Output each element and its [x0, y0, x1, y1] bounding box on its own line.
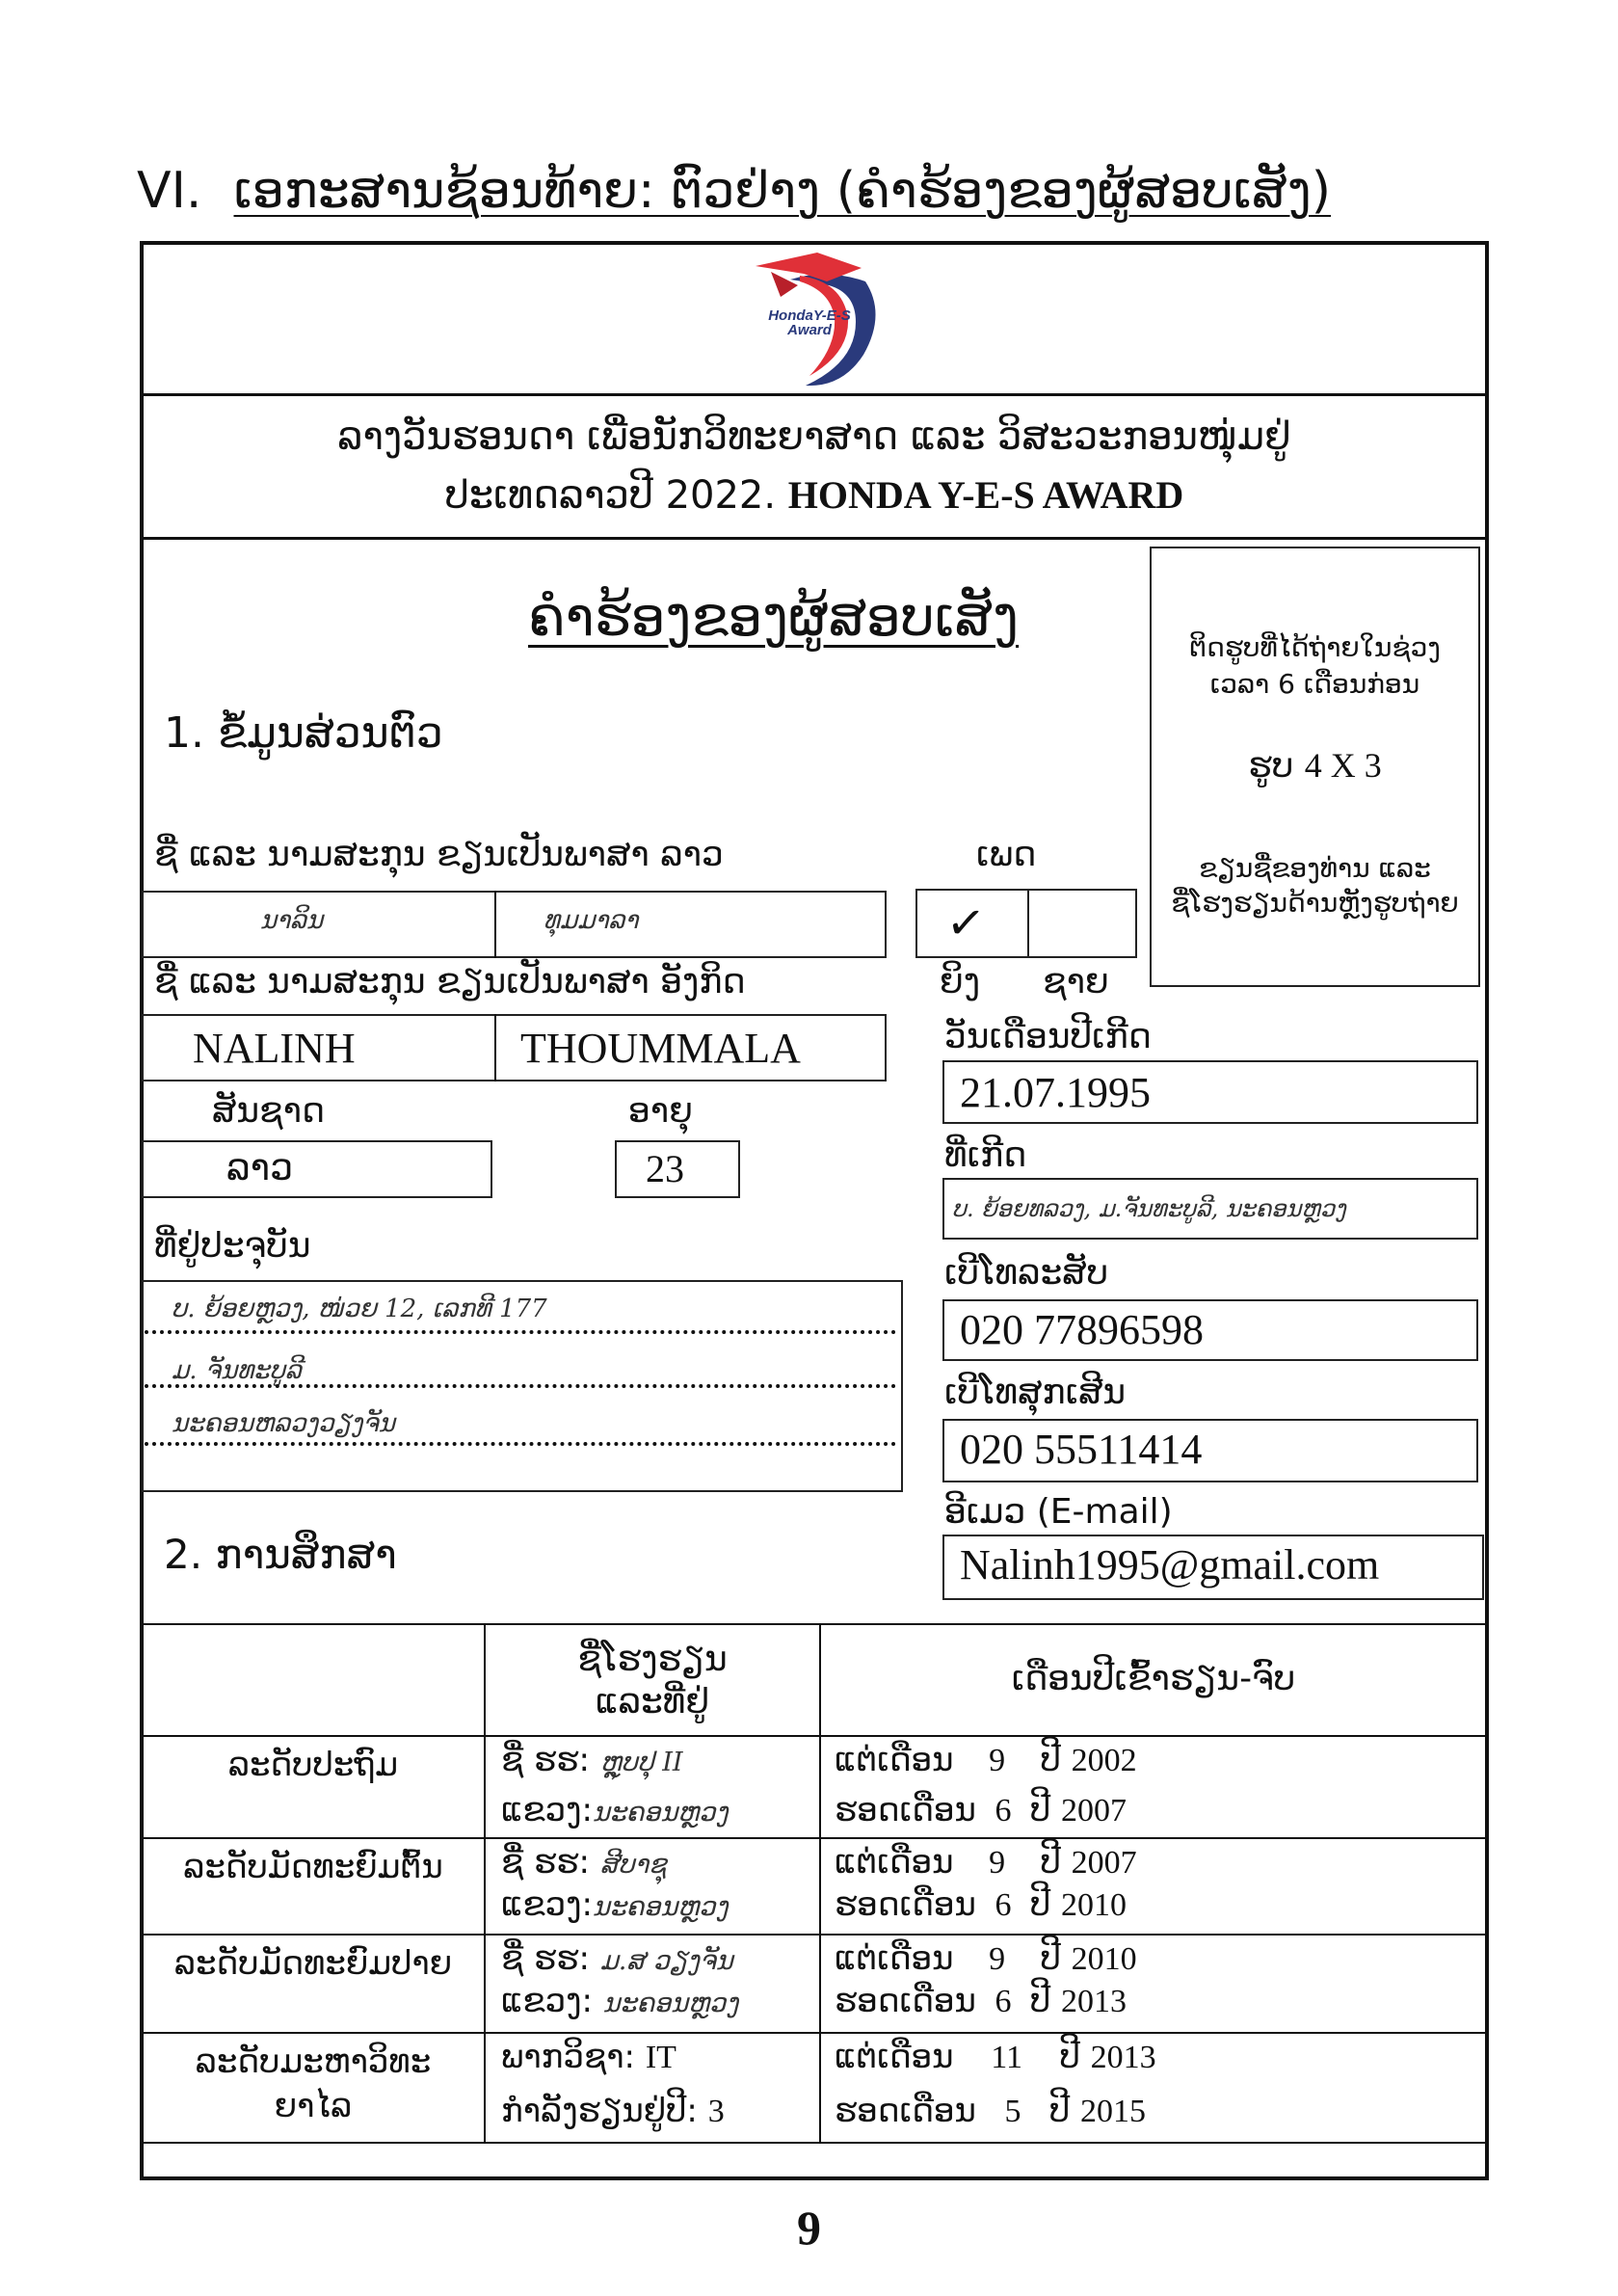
province-cell [501, 1982, 738, 2020]
start-month: 9 [989, 1845, 1006, 1881]
birthplace-field[interactable] [942, 1178, 1478, 1240]
study-year-value: 3 [707, 2094, 725, 2129]
school-name-value: ຫຼຸບປຸ II [599, 1748, 683, 1777]
age-value: 23 [646, 1147, 684, 1190]
start-month: 9 [989, 1941, 1006, 1977]
address-label: ທີ່ຢູ່ປະຈຸບັນ [154, 1226, 311, 1266]
nationality-value: ລາວ [226, 1146, 294, 1188]
name-en-label: ຊື່ ແລະ ນາມສະກຸນ ຂຽນເປັນພາສາ ອັງກິດ [154, 962, 746, 1001]
emergency-phone-field[interactable] [942, 1419, 1478, 1482]
start-month-label: ແຕ່ເດືອນ [835, 1939, 954, 1978]
dob-value: 21.07.1995 [960, 1069, 1151, 1116]
column-header-school-line1: ຊື່ໂຮງຮຽນ [577, 1640, 728, 1679]
start-month: 11 [991, 2040, 1022, 2075]
photo-instruction-2: ເວລາ 6 ເດືອນກ່ອນ [1209, 668, 1420, 700]
school-name-label: ຊື່ ຮຮ: [501, 1741, 590, 1779]
photo-box [1150, 547, 1480, 987]
banner-line1 [142, 414, 1487, 459]
major-label: ພາກວິຊາ: [501, 2038, 635, 2076]
section-heading [137, 162, 1331, 220]
address-line-3: ນະຄອນຫລວງວຽງຈັນ [172, 1409, 395, 1438]
start-year: 2013 [1090, 2040, 1156, 2075]
gender-label: ເພດ [976, 835, 1037, 874]
start-year: 2007 [1071, 1845, 1137, 1881]
end-year: 2007 [1061, 1793, 1127, 1829]
nationality-field[interactable] [142, 1140, 492, 1198]
banner-line1-text: ລາງວັນຮອນດາ ເພື່ອນັກວິທະຍາສາດ ແລະ ວິສະວະກອນໜຸ່ມຢູ່ [337, 414, 1291, 459]
emergency-phone-value: 020 55511414 [960, 1426, 1203, 1473]
name-lao-field[interactable] [142, 891, 887, 958]
end-date-cell [835, 1791, 1127, 1829]
start-date-cell [835, 1741, 1137, 1779]
photo-note-2: ຊື່ໂຮງຮຽນດ້ານຫຼັງຮູບຖ່າຍ [1171, 887, 1459, 919]
last-name-en: THOUMMALA [520, 1025, 801, 1072]
name-lao-label: ຊື່ ແລະ ນາມສະກຸນ ຂຽນເປັນພາສາ ລາວ [154, 835, 724, 874]
table-rule [142, 1934, 1487, 1936]
email-label: ອີເມວ (E-mail) [944, 1492, 1173, 1532]
start-month-label: ແຕ່ເດືອນ [835, 1741, 954, 1779]
start-date-cell [835, 2038, 1156, 2076]
email-field[interactable] [942, 1535, 1484, 1600]
table-rule [142, 2142, 1487, 2144]
banner-award-name: HONDA Y-E-S AWARD [787, 473, 1184, 517]
major-value: IT [645, 2040, 676, 2075]
column-header-school [486, 1639, 819, 1723]
school-name-cell [501, 1843, 667, 1882]
section-title: ເອກະສານຊ້ອນທ້າຍ: ຕົວຢ່າງ (ຄຳຮ້ອງຂອງຜູ້ສອບເສັງ) [233, 162, 1332, 220]
section-number: VI. [137, 162, 202, 220]
dob-field[interactable] [942, 1060, 1478, 1124]
end-year-label: ປີ [1029, 1982, 1051, 2020]
banner-line2-lao: ປະເທດລາວປີ 2022. [444, 473, 777, 518]
dob-label: ວັນເດືອນປີເກີດ [944, 1017, 1152, 1056]
end-date-cell [835, 1982, 1127, 2020]
phone-value: 020 77896598 [960, 1306, 1204, 1353]
banner-line2 [142, 472, 1487, 518]
end-year: 2015 [1080, 2094, 1147, 2129]
province-label: ແຂວງ: [501, 1885, 593, 1924]
age-label: ອາຍຸ [628, 1091, 693, 1131]
gender-male-checkbox[interactable] [1027, 889, 1137, 958]
end-month-label: ຮອດເດືອນ [835, 1885, 976, 1924]
phone-label: ເບີໂທລະສັບ [944, 1253, 1109, 1293]
personal-info-heading: 1. ຂໍ້ມູນສ່ວນຕົວ [164, 708, 443, 758]
level-label-line2: ຍາໄລ [274, 2087, 353, 2125]
form-title [528, 586, 1019, 649]
level-label: ລະດັບປະຖົມ [227, 1746, 399, 1784]
start-year-label: ປີ [1059, 2038, 1080, 2076]
logo-text-line2: Award [787, 322, 832, 338]
photo-size-value: 4 X 3 [1304, 746, 1382, 785]
divider [142, 393, 1487, 396]
field-divider [494, 891, 496, 958]
male-label: ຊາຍ [1043, 962, 1109, 1001]
province-value: ນະຄອນຫຼວງ [592, 1892, 729, 1922]
last-name-lao: ທຸມມາລາ [544, 906, 639, 935]
start-date-cell [835, 1843, 1137, 1882]
table-rule [142, 1735, 1487, 1737]
page-number: 9 [797, 2201, 821, 2255]
start-year-label: ປີ [1040, 1741, 1061, 1779]
start-year-label: ປີ [1040, 1939, 1061, 1978]
logo-text-line1: HondaY-E-S [768, 307, 851, 324]
end-date-cell [835, 2092, 1146, 2130]
province-value: ນະຄອນຫຼວງ [592, 1798, 729, 1828]
dotted-line [145, 1384, 896, 1388]
table-rule [142, 2032, 1487, 2034]
start-year-label: ປີ [1040, 1843, 1061, 1882]
start-date-cell [835, 1939, 1137, 1978]
school-name-cell [501, 1939, 733, 1978]
start-month-label: ແຕ່ເດືອນ [835, 1843, 954, 1882]
female-label: ຍິງ [940, 962, 981, 1001]
table-rule [142, 1837, 1487, 1839]
end-month: 6 [995, 1984, 1012, 2019]
school-name-label: ຊື່ ຮຮ: [501, 1843, 590, 1882]
table-rule [142, 1623, 1487, 1625]
end-month: 6 [995, 1887, 1012, 1923]
province-cell [501, 1791, 728, 1829]
level-label: ລະດັບມັດທະຍົມປາຍ [173, 1944, 453, 1983]
birthplace-label: ທີ່ເກີດ [944, 1135, 1027, 1175]
end-month-label: ຮອດເດືອນ [835, 1982, 976, 2020]
gender-female-checkbox[interactable] [915, 889, 1029, 958]
table-column-rule [819, 1623, 821, 2144]
photo-size-label: ຮູບ [1248, 746, 1294, 786]
address-line-1: ບ. ຍ້ອຍຫຼວງ, ໜ່ວຍ 12, ເລກທີ 177 [172, 1295, 547, 1323]
level-label: ລະດັບມັດທະຍົມຕົ້ນ [183, 1848, 443, 1886]
form-title-text: ຄຳຮ້ອງຂອງຜູ້ສອບເສັງ [528, 586, 1020, 649]
photo-note-1: ຂຽນຊື່ຂອງທ່ານ ແລະ [1199, 852, 1431, 884]
field-divider [494, 1014, 496, 1081]
photo-instruction-1: ຕິດຮູບທີ່ໄດ້ຖ່າຍໃນຊ່ວງ [1189, 631, 1441, 663]
end-year-label: ປີ [1048, 2092, 1071, 2130]
school-name-label: ຊື່ ຮຮ: [501, 1939, 590, 1978]
email-value: Nalinh1995@gmail.com [960, 1541, 1380, 1589]
emergency-phone-label: ເບີໂທສຸກເສີນ [944, 1373, 1127, 1412]
dotted-line [145, 1330, 896, 1334]
dotted-line [145, 1442, 896, 1446]
province-label: ແຂວງ: [501, 1982, 593, 2020]
end-month: 6 [995, 1793, 1012, 1829]
end-year-label: ປີ [1029, 1885, 1051, 1924]
level-label-line1: ລະດັບມະຫາວິທະ [195, 2042, 432, 2081]
phone-field[interactable] [942, 1299, 1478, 1361]
check-mark-icon: ✓ [943, 894, 989, 952]
province-cell [501, 1885, 728, 1924]
end-year-label: ປີ [1029, 1791, 1051, 1829]
address-line-2: ມ. ຈັນທະບູລີ [172, 1356, 302, 1385]
age-field[interactable] [615, 1140, 740, 1198]
end-year: 2013 [1061, 1984, 1127, 2019]
start-month-label: ແຕ່ເດືອນ [835, 2038, 954, 2076]
education-heading: 2. ການສຶກສາ [164, 1531, 397, 1578]
province-label: ແຂວງ: [501, 1791, 593, 1829]
level-label [144, 2040, 483, 2128]
first-name-en: NALINH [193, 1025, 356, 1072]
column-header-school-line2: ແລະທີ່ຢູ່ [595, 1682, 710, 1722]
school-name-cell [501, 1741, 683, 1779]
honda-yes-logo [742, 247, 896, 393]
divider [142, 537, 1487, 540]
end-month: 5 [1004, 2094, 1021, 2129]
end-date-cell [835, 1885, 1127, 1924]
birthplace-value: ບ. ຍ້ອຍທລວງ, ມ.ຈັນທະບູລີ, ນະຄອນຫຼວງ [952, 1195, 1346, 1222]
first-name-lao: ນາລິນ [260, 906, 324, 935]
nationality-label: ສັນຊາດ [212, 1091, 326, 1131]
end-year: 2010 [1061, 1887, 1127, 1923]
start-month: 9 [989, 1743, 1006, 1778]
study-year-label: ກຳລັງຮຽນຢູ່ປີ: [501, 2092, 698, 2130]
start-year: 2002 [1071, 1743, 1137, 1778]
major-cell [501, 2038, 676, 2076]
start-year: 2010 [1071, 1941, 1137, 1977]
school-name-value: ມ.ສ ວຽງຈັນ [599, 1946, 733, 1976]
end-month-label: ຮອດເດືອນ [835, 1791, 976, 1829]
study-year-cell [501, 2092, 725, 2130]
school-name-value: ສີບາຊຸ [599, 1850, 667, 1880]
column-header-dates: ເດືອນປີເຂົ້າຮຽນ-ຈົບ [1011, 1659, 1296, 1698]
province-value: ນະຄອນຫຼວງ [602, 1989, 739, 2018]
end-month-label: ຮອດເດືອນ [835, 2092, 976, 2130]
